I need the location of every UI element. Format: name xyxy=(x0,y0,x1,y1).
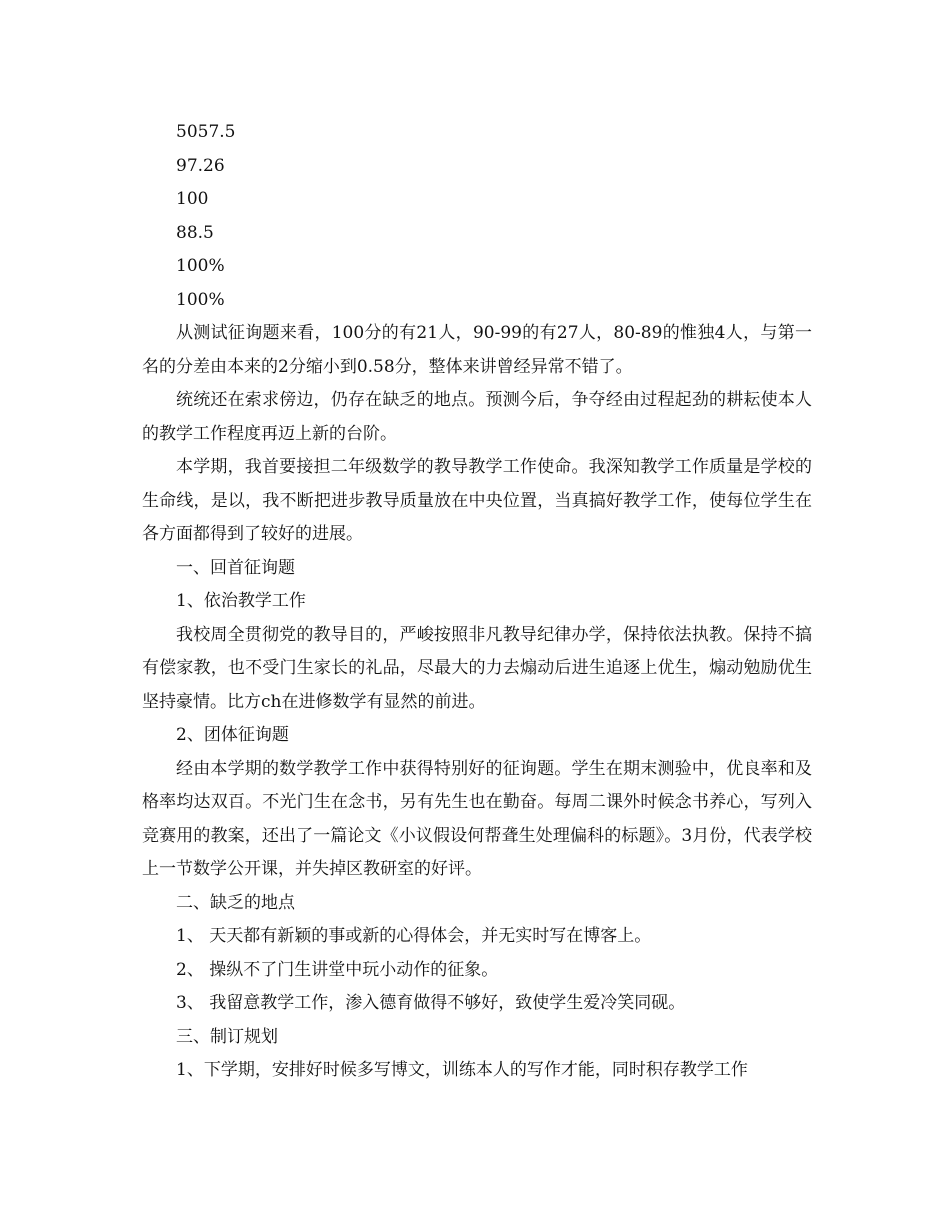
shortcoming-item: 1、 天天都有新颖的事或新的心得体会，并无实时写在博客上。 xyxy=(176,926,652,946)
section-heading-plan: 三、制订规划 xyxy=(176,1026,278,1047)
paragraph-group-results: 经由本学期的数学教学工作中获得特别好的征询题。学生在期末测验中，优良率和及格率均达双百。不光门生在念书，另有先生也在勤奋。每周二课外时候念书养心，写列入竞赛用的教案，还出了一篇论文《小议假设何帮聋生处理偏科的标题》。3月份，代表学校上一节数学公开课，并失掉区教研室的好评。 xyxy=(142,758,812,879)
section-heading-review: 一、回首征询题 xyxy=(176,557,295,578)
shortcoming-item: 3、 我留意教学工作，渗入德育做得不够好，致使学生爱冷笑同砚。 xyxy=(176,993,686,1013)
value-line: 97.26 xyxy=(176,155,225,176)
shortcoming-item: 2、 操纵不了门生讲堂中玩小动作的征象。 xyxy=(176,959,499,980)
value-line: 88.5 xyxy=(176,222,214,243)
value-line: 100 xyxy=(176,189,209,209)
paragraph-semester: 本学期，我首要接担二年级数学的教导教学工作使命。我深知教学工作质量是学校的生命线，是以，我不断把进步教导质量放在中央位置，当真搞好教学工作，使每位学生在各方面都得到了较好的进展。 xyxy=(142,457,812,544)
value-line: 100% xyxy=(176,256,225,276)
subheading-teaching-by-law: 1、依治教学工作 xyxy=(176,591,306,611)
subheading-group-results: 2、团体征询题 xyxy=(176,725,289,745)
paragraph-exploration: 统统还在索求傍边，仍存在缺乏的地点。预测今后，争夺经由过程起劲的耕耘使本人的教学工作程度再迈上新的台阶。 xyxy=(142,390,812,444)
paragraph-teaching-by-law: 我校周全贯彻党的教导目的，严峻按照非凡教导纪律办学，保持依法执教。保持不搞有偿家教，也不受门生家长的礼品，尽最大的力去煽动后进生追逐上优生，煽动勉励优生坚持豪情。比方ch在进修数学有显然的前进。 xyxy=(142,624,812,712)
value-line: 100% xyxy=(176,289,225,310)
plan-item: 1、下学期，安排好时候多写博文，训练本人的写作才能，同时积存教学工作 xyxy=(176,1060,748,1080)
value-line: 5057.5 xyxy=(176,122,236,142)
section-heading-shortcomings: 二、缺乏的地点 xyxy=(176,892,295,913)
paragraph-test-results: 从测试征询题来看，100分的有21人，90-99的有27人，80-89的惟独4人，与第一名的分差由本来的2分缩小到0.58分，整体来讲曾经异常不错了。 xyxy=(142,323,812,377)
